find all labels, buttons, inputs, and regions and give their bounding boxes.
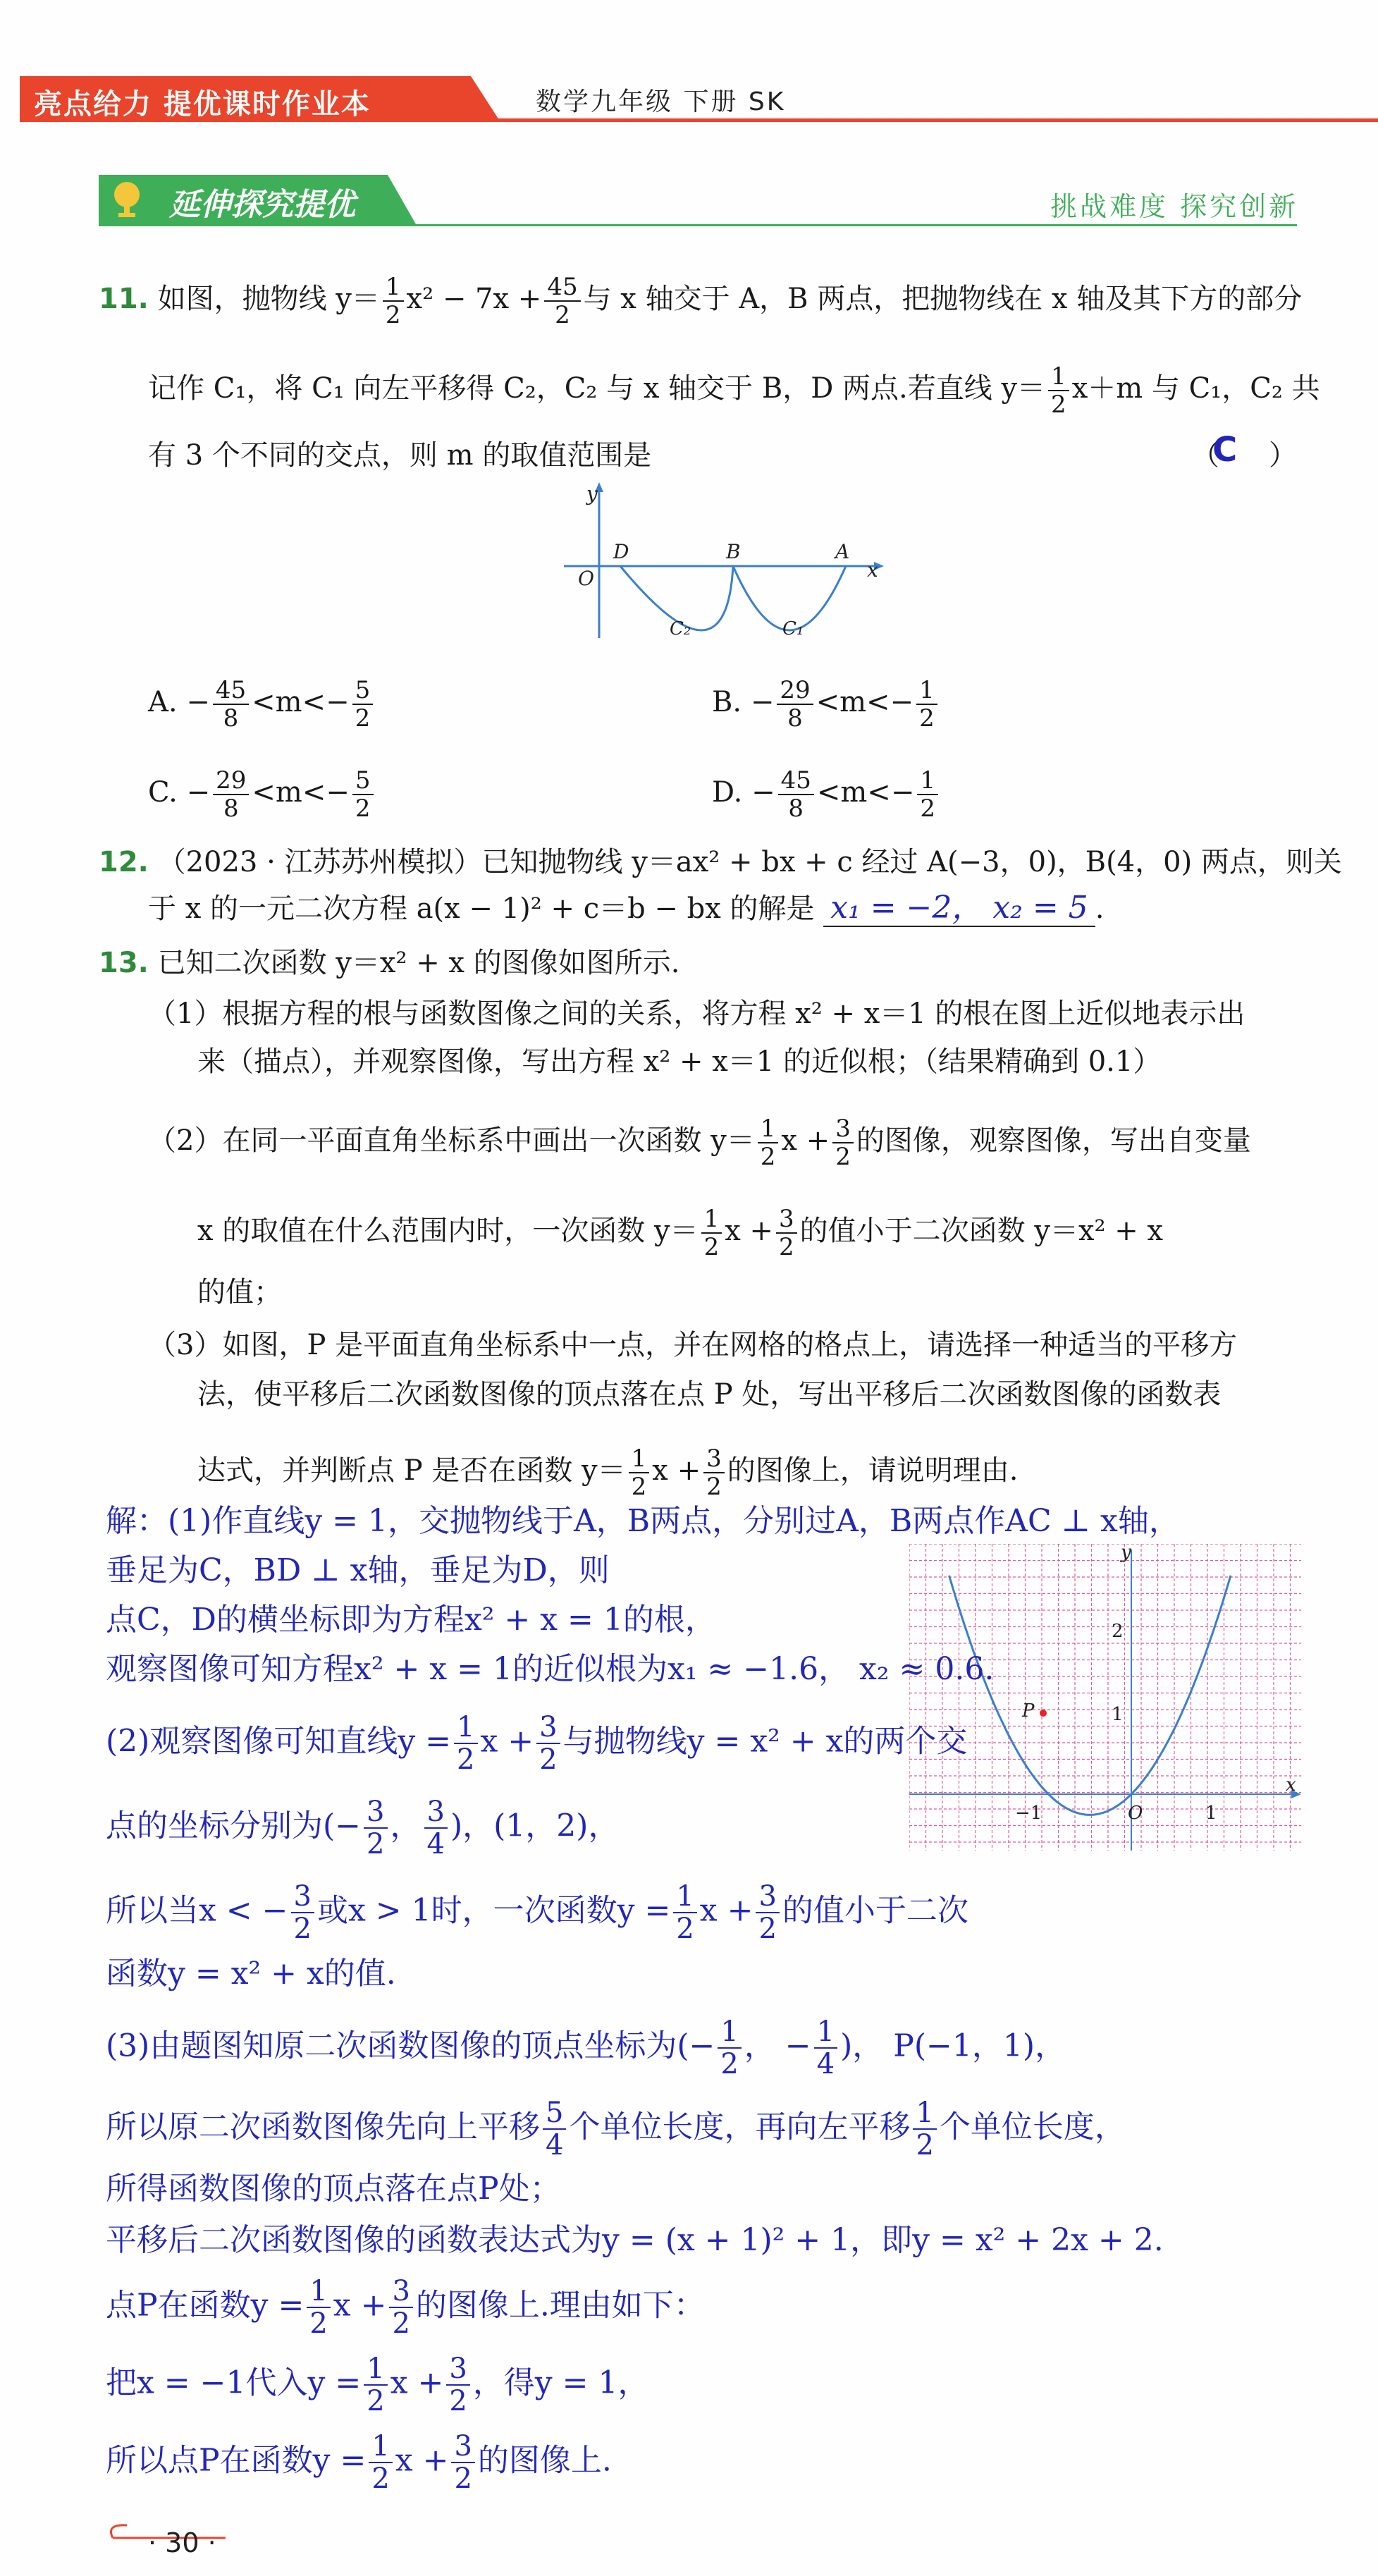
solution-line15: 所以点P在函数y = $\frac{1}{2}$ x + $\frac{3}{2}$ 的图像上.: [106, 2430, 612, 2495]
q12-text: 于 x 的一元二次方程 a(x − 1)² + c＝b − bx 的解是: [148, 893, 815, 925]
q11-text: 记作 C₁，将 C₁ 向左平移得 C₂，C₂ 与 x 轴交于 B，D 两点.若直线 y＝: [148, 372, 1046, 405]
solution-line1: 解：(1)作直线y = 1，交抛物线于A，B两点，分别过A，B两点作AC ⊥ x轴，: [106, 1503, 1180, 1539]
q13-part2-line2: x 的取值在什么范围内时，一次函数 y＝ $\frac{1}{2}$ x + $\frac{3}{2}$ 的值小于二次函数 y＝x² + x: [197, 1205, 1164, 1261]
trophy-icon: [106, 178, 148, 220]
solution-line8: 函数y = x² + x的值.: [106, 1956, 396, 1992]
fig-point-b: B: [726, 540, 741, 563]
q12-number: 12.: [99, 846, 149, 878]
q11-text: 如图，抛物线 y＝: [157, 283, 380, 315]
answer-bracket-open: （: [1191, 439, 1219, 472]
answer-bracket-close: ）: [1269, 439, 1297, 472]
q13-number: 13.: [99, 947, 149, 979]
section-rule: [99, 224, 1297, 226]
q11-option-c[interactable]: C. − $\frac{29}{8}$ <m<− $\frac{5}{2}$: [148, 767, 376, 822]
q13-part1-line1: （1）根据方程的根与函数图像之间的关系，将方程 x² + x＝1 的根在图上近似地表示出: [148, 998, 1245, 1030]
page-number: · 30 ·: [148, 2527, 216, 2558]
graph-x-label: x: [1286, 1774, 1296, 1796]
q11-option-a[interactable]: A. − $\frac{45}{8}$ <m<− $\frac{5}{2}$: [148, 677, 376, 732]
fig-y-label: y: [586, 482, 598, 505]
q11-option-d[interactable]: D. − $\frac{45}{8}$ <m<− $\frac{1}{2}$: [712, 767, 941, 822]
q12-line1: [99, 842, 1342, 882]
solution-line5: (2)观察图像可知直线y = $\frac{1}{2}$ x + $\frac{3}{2}$ 与抛物线y = x² + x的两个交: [106, 1711, 968, 1776]
solution-line13: 点P在函数y = $\frac{1}{2}$ x + $\frac{3}{2}$ 的图像上.理由如下：: [106, 2275, 705, 2340]
section-title: 延伸探究提优: [169, 187, 355, 223]
header-brand: 亮点给力 提优课时作业本: [34, 88, 371, 121]
parabola-curve: [949, 1576, 1231, 1815]
graph-point-p: P: [1022, 1700, 1035, 1722]
fig-curve-c2: C₂: [670, 618, 691, 639]
solution-line2: 垂足为C，BD ⊥ x轴，垂足为D，则: [106, 1552, 610, 1588]
fig-origin: O: [578, 567, 594, 590]
q12-line2: 于 x 的一元二次方程 a(x − 1)² + c＝b − bx 的解是 x₁ = −2， x₂ = 5 .: [148, 890, 1105, 926]
q11-text: 与 x 轴交于 A，B 两点，把抛物线在 x 轴及其下方的部分: [583, 283, 1303, 315]
q13-part3-line3: 达式，并判断点 P 是否在函数 y＝ $\frac{1}{2}$ x + $\frac{3}{2}$ 的图像上，请说明理由.: [197, 1445, 1019, 1501]
fig-point-d: D: [613, 540, 629, 563]
q13-graph: [909, 1544, 1304, 1854]
fig-curve-c1: C₁: [782, 618, 804, 639]
solution-line11: 所得函数图像的顶点落在点P处；: [106, 2171, 561, 2207]
fraction: $\frac{1}{2}$: [1048, 363, 1069, 418]
fig-x-label: x: [867, 558, 878, 582]
graph-tick-2: 2: [1112, 1621, 1124, 1642]
q11-line1: [99, 274, 1302, 329]
q11-answer: C: [1212, 430, 1238, 470]
q13-part3-line2: 法，使平移后二次函数图像的顶点落在点 P 处，写出平移后二次函数图像的函数表: [197, 1378, 1222, 1411]
graph-tick-1x: 1: [1205, 1803, 1217, 1824]
q13-part1-line2: 来（描点），并观察图像，写出方程 x² + x＝1 的近似根；（结果精确到 0.1）: [197, 1045, 1162, 1078]
q12-text: （2023 · 江苏苏州模拟）已知抛物线 y＝ax² + bx + c 经过 A(−3，0)，B(4，0) 两点，则关: [157, 846, 1342, 878]
q11-text: x＋m 与 C₁，C₂ 共: [1071, 372, 1320, 405]
q13-part2-line3: 的值；: [197, 1276, 282, 1308]
q11-number: 11.: [99, 283, 149, 315]
q11-line3: 有 3 个不同的交点，则 m 的取值范围是: [148, 439, 652, 472]
q13-text: 已知二次函数 y＝x² + x 的图像如图所示.: [157, 947, 680, 979]
solution-line3: 点C，D的横坐标即为方程x² + x = 1的根，: [106, 1602, 716, 1638]
solution-line9: (3)由题图知原二次函数图像的顶点坐标为(− $\frac{1}{2}$ ， − $\frac{1}{4}$ )， P(−1，1)，: [106, 2016, 1066, 2080]
q13-part3-line1: （3）如图，P 是平面直角坐标系中一点，并在网格的格点上，请选择一种适当的平移方: [148, 1329, 1238, 1361]
solution-line14: 把x = −1代入y = $\frac{1}{2}$ x + $\frac{3}{2}$ ，得y = 1，: [106, 2353, 649, 2417]
section-slogan: 挑战难度 探究创新: [1050, 191, 1299, 222]
solution-line7: 所以当x < − $\frac{3}{2}$ 或x > 1时，一次函数y = $\frac{1}{2}$ x + $\frac{3}{2}$ 的值小于二次: [106, 1880, 968, 1945]
header-subject: 数学九年级 下册 SK: [536, 87, 786, 116]
graph-tick-minus1: −1: [1015, 1803, 1042, 1824]
fraction: $\frac{1}{2}$: [383, 274, 404, 329]
q11-option-b[interactable]: B. − $\frac{29}{8}$ <m<− $\frac{1}{2}$: [712, 677, 940, 732]
solution-line12: 平移后二次函数图像的函数表达式为y = (x + 1)² + 1，即y = x² + 2x + 2.: [106, 2222, 1164, 2258]
graph-origin: O: [1128, 1803, 1143, 1824]
q13-part2-line1: （2）在同一平面直角坐标系中画出一次函数 y＝ $\frac{1}{2}$ x + $\frac{3}{2}$ 的图像，观察图像，写出自变量: [148, 1115, 1251, 1171]
q11-figure: [550, 479, 902, 649]
q11-line2: [148, 363, 1320, 418]
solution-line10: 所以原二次函数图像先向上平移 $\frac{5}{4}$ 个单位长度，再向左平移 $\frac{1}{2}$ 个单位长度，: [106, 2097, 1126, 2161]
fig-point-a: A: [835, 540, 850, 563]
q12-answer: x₁ = −2， x₂ = 5: [823, 890, 1095, 927]
fraction: $\frac{45}{2}$: [544, 274, 580, 329]
graph-y-label: y: [1121, 1544, 1131, 1563]
q11-text: x² − 7x +: [406, 283, 542, 315]
q13-line1: [99, 943, 679, 983]
solution-line4: 观察图像可知方程x² + x = 1的近似根为x₁ ≈ −1.6， x₂ ≈ 0.6.: [106, 1651, 995, 1687]
graph-tick-1y: 1: [1112, 1704, 1124, 1725]
solution-line6: 点的坐标分别为(− $\frac{3}{2}$ ， $\frac{3}{4}$ )，(1，2)，: [106, 1796, 620, 1860]
